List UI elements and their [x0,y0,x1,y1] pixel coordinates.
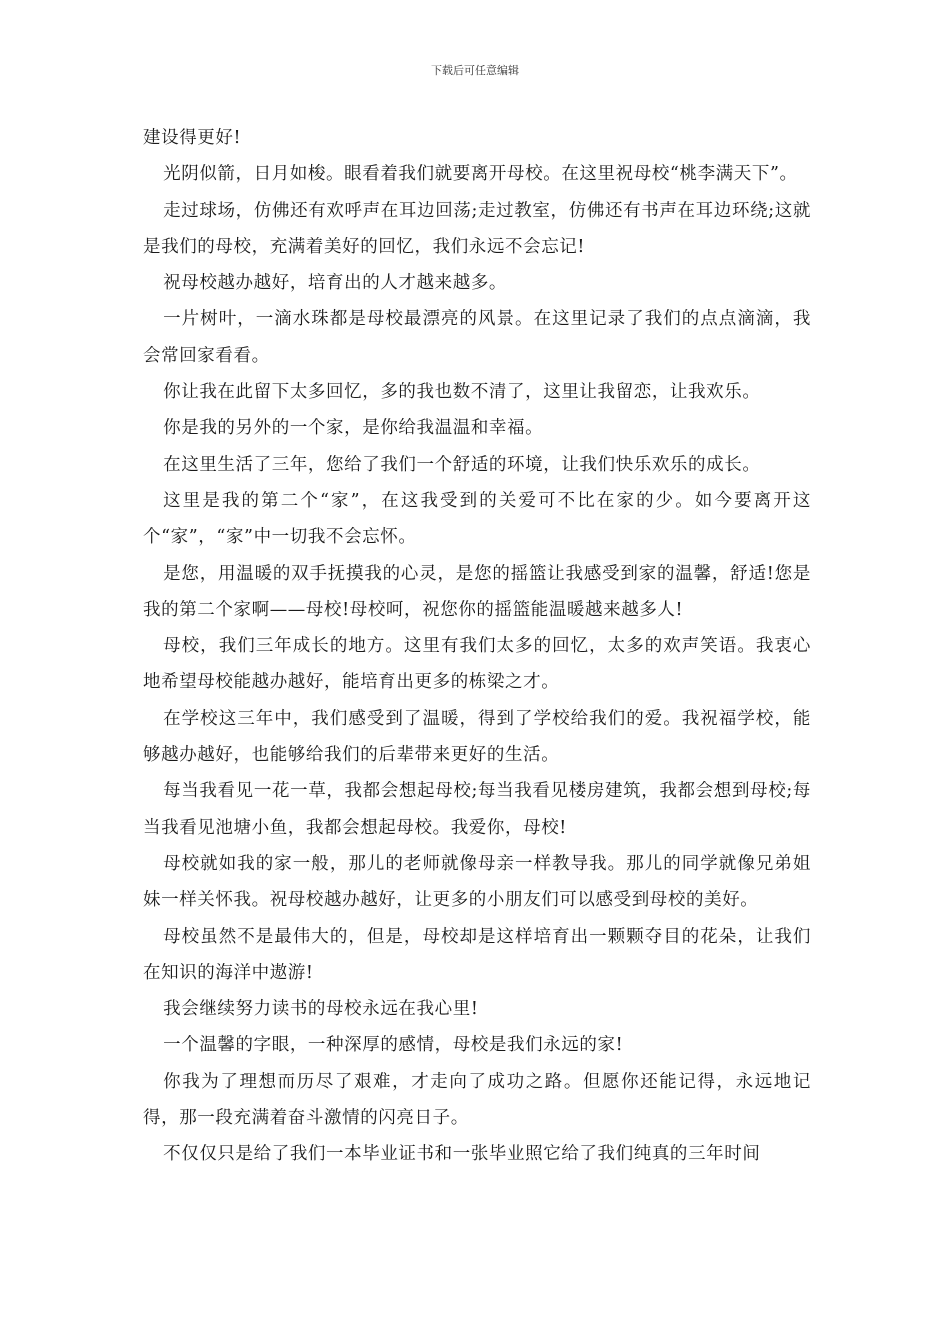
paragraph: 母校虽然不是最伟大的，但是，母校却是这样培育出一颗颗夺目的花朵，让我们在知识的海洋中遨游! [143,926,811,983]
paragraph: 母校就如我的家一般，那儿的老师就像母亲一样教导我。那儿的同学就像兄弟姐妹一样关怀我。祝母校越办越好，让更多的小朋友们可以感受到母校的美好。 [143,853,811,911]
paragraph: 你是我的另外的一个家，是你给我温温和幸福。 [163,418,544,439]
document-body [143,120,811,1173]
paragraph: 在这里生活了三年，您给了我们一个舒适的环境，让我们快乐欢乐的成长。 [163,454,761,475]
paragraph: 走过球场，仿佛还有欢呼声在耳边回荡;走过教室，仿佛还有书声在耳边环绕;这就是我们的母校，充满着美好的回忆，我们永远不会忘记! [143,200,811,257]
paragraph: 每当我看见一花一草，我都会想起母校;每当我看见楼房建筑，我都会想到母校;每当我看见池塘小鱼，我都会想起母校。我爱你，母校! [143,781,811,838]
paragraph: 这里是我的第二个“家”，在这我受到的关爱可不比在家的少。如今要离开这个“家”，“家”中一切我不会忘怀。 [143,490,811,548]
paragraph: 一个温馨的字眼，一种深厚的感情，母校是我们永远的家! [163,1035,624,1056]
paragraph: 一片树叶，一滴水珠都是母校最漂亮的风景。在这里记录了我们的点点滴滴，我会常回家看看。 [143,309,811,366]
paragraph: 不仅仅只是给了我们一本毕业证书和一张毕业照它给了我们纯真的三年时间 [163,1144,761,1165]
paragraph: 光阴似箭，日月如梭。眼看着我们就要离开母校。在这里祝母校“桃李满天下”。 [163,164,798,185]
page-header: 下载后可任意编辑 [431,64,519,77]
paragraph: 建设得更好! [143,128,242,148]
paragraph: 在学校这三年中，我们感受到了温暖，得到了学校给我们的爱。我祝福学校，能够越办越好，也能够给我们的后辈带来更好的生活。 [143,708,811,766]
paragraph: 祝母校越办越好，培育出的人才越来越多。 [163,273,508,294]
paragraph: 母校，我们三年成长的地方。这里有我们太多的回忆，太多的欢声笑语。我衷心地希望母校能越办越好，能培育出更多的栋梁之才。 [143,636,811,693]
paragraph: 你让我在此留下太多回忆，多的我也数不清了，这里让我留恋，让我欢乐。 [163,382,761,403]
paragraph: 你我为了理想而历尽了艰难，才走向了成功之路。但愿你还能记得，永远地记得，那一段充满着奋斗激情的闪亮日子。 [143,1071,811,1129]
paragraph: 我会继续努力读书的母校永远在我心里! [163,999,479,1020]
paragraph: 是您，用温暖的双手抚摸我的心灵，是您的摇篮让我感受到家的温馨，舒适!您是我的第二个家啊——母校!母校呵，祝您你的摇篮能温暖越来越多人! [143,563,811,620]
